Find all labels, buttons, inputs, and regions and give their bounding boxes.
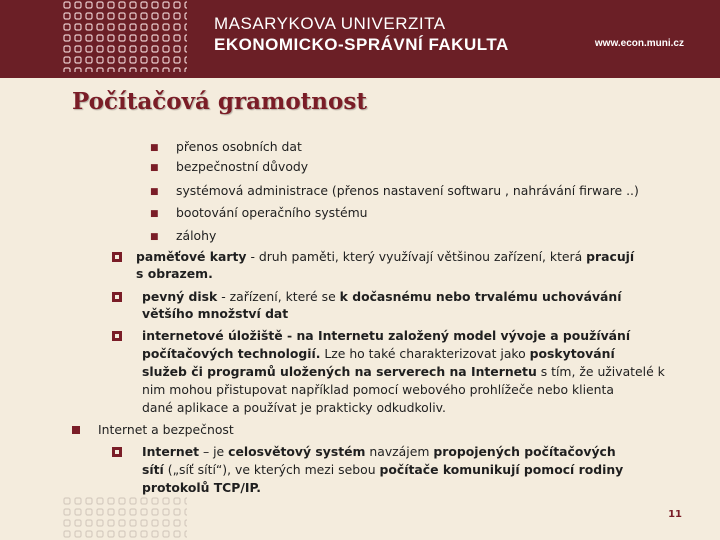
list-item-continuation: většího množství dat xyxy=(142,306,289,321)
checkbox-bullet-icon xyxy=(112,252,122,262)
page-number: 11 xyxy=(668,509,682,520)
checkbox-bullet-icon xyxy=(112,447,122,457)
list-item-continuation: počítačových technologií. Lze ho také charakterizovat jako poskytování xyxy=(142,346,615,361)
square-bullet-icon: ■ xyxy=(150,232,159,242)
square-bullet-icon: ■ xyxy=(150,143,159,153)
list-item-continuation: s obrazem. xyxy=(136,266,213,281)
list-item-continuation: protokolů TCP/IP. xyxy=(142,480,262,495)
faculty-name xyxy=(214,14,509,56)
checkbox-bullet-icon xyxy=(112,331,122,341)
filled-square-bullet-icon xyxy=(72,426,80,434)
square-bullet-icon: ■ xyxy=(150,163,159,173)
header-bar xyxy=(0,0,720,78)
square-bullet-icon: ■ xyxy=(150,209,159,219)
slide-title: Počítačová gramotnost xyxy=(72,88,367,115)
letter-pattern-logo xyxy=(62,0,187,72)
faculty-title: EKONOMICKO-SPRÁVNÍ FAKULTA xyxy=(214,35,509,54)
footer-letter-pattern xyxy=(62,496,187,540)
list-item-continuation: dané aplikace a používat je prakticky odkudkoliv. xyxy=(142,400,446,415)
list-item-continuation: nim mohou přistupovat například pomocí webového prohlížeče nebo klienta xyxy=(142,382,614,397)
square-bullet-icon: ■ xyxy=(150,187,159,197)
website-url[interactable]: www.econ.muni.cz xyxy=(594,38,684,49)
list-item-continuation: služeb či programů uložených na serverech na Internetu s tím, že uživatelé k xyxy=(142,364,665,379)
list-item-continuation: sítí („síť sítí“), ve kterých mezi sebou počítače komunikují pomocí rodiny xyxy=(142,462,624,477)
checkbox-bullet-icon xyxy=(112,292,122,302)
university-name: MASARYKOVA UNIVERZITA xyxy=(214,14,446,33)
